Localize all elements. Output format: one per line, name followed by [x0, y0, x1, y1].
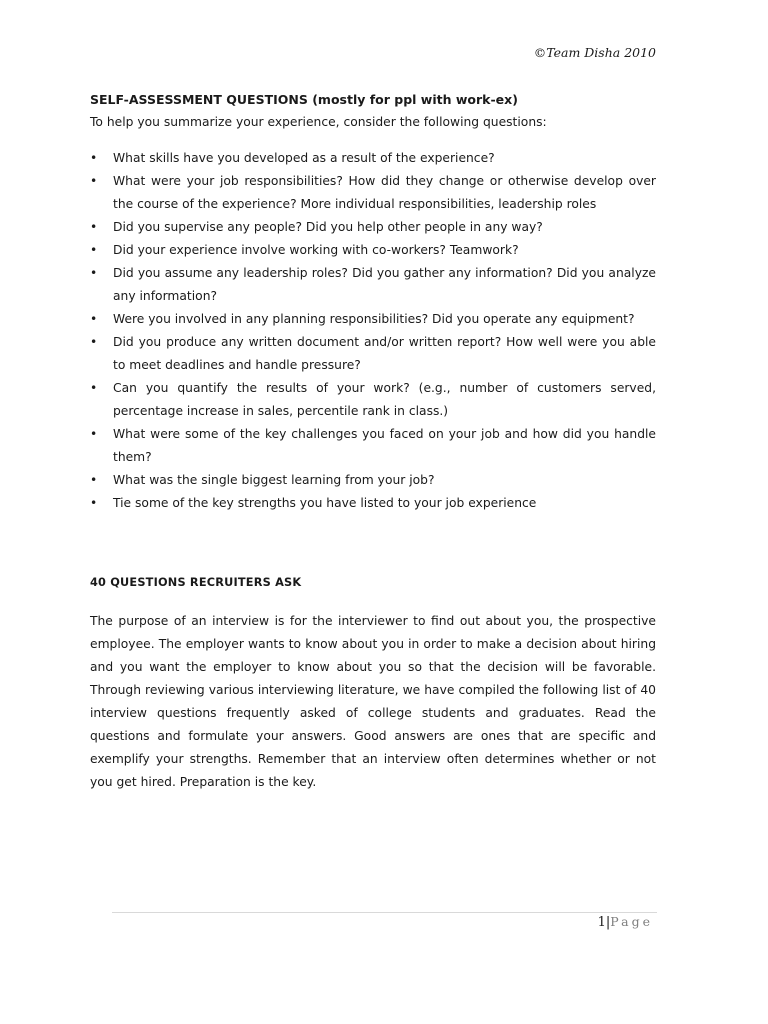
question-text: What was the single biggest learning from your job? [113, 473, 435, 487]
list-item [90, 331, 656, 377]
question-text: Were you involved in any planning responsibilities? Did you operate any equipment? [113, 312, 635, 326]
list-item [90, 262, 656, 308]
list-item [90, 469, 656, 492]
bullet-icon: • [90, 427, 98, 441]
footer-divider [112, 912, 657, 913]
bullet-icon: • [90, 174, 98, 188]
question-text: Can you quantify the results of your work? (e.g., number of customers served, percentage increase in sales, percentile rank in class.) [113, 381, 656, 418]
bullet-icon: • [90, 381, 98, 395]
list-item [90, 308, 656, 331]
self-assessment-intro: To help you summarize your experience, consider the following questions: [90, 115, 547, 129]
list-item [90, 170, 656, 216]
bullet-icon: • [90, 220, 98, 234]
heading-spacer [90, 594, 656, 610]
page-separator: | [605, 915, 611, 930]
bullet-icon: • [90, 151, 98, 165]
bullet-icon: • [90, 335, 98, 349]
bullet-icon: • [90, 312, 98, 326]
recruiters-heading: 40 QUESTIONS RECRUITERS ASK [90, 576, 302, 589]
recruiters-paragraph: The purpose of an interview is for the interviewer to find out about you, the prospective employee. The employer wants to know about you in order to make a decision about hiring and you want the employer to know about you so that the decision will be favorable. Through reviewing various interviewing literature, we have compiled the following list of 40 interview questions frequently asked of college students and graduates. Read the questions and formulate your answers. Good answers are ones that are specific and exemplify your strengths. Remember that an interview often determines whether or not you get hired. Preparation is the key. [90, 614, 656, 789]
question-text: What skills have you developed as a result of the experience? [113, 151, 495, 165]
list-item [90, 492, 656, 515]
page-number: 1 [597, 915, 606, 930]
bullet-icon: • [90, 266, 98, 280]
copyright-header: ©Team Disha 2010 [533, 45, 656, 60]
bullet-icon: • [90, 243, 98, 257]
list-item [90, 239, 656, 262]
list-item [90, 423, 656, 469]
question-text: Did you assume any leadership roles? Did you gather any information? Did you analyze any information? [113, 266, 656, 303]
section-spacer [90, 515, 656, 571]
question-text: Did you produce any written document and/or written report? How well were you able to meet deadlines and handle pressure? [113, 335, 656, 372]
question-text: Did you supervise any people? Did you help other people in any way? [113, 220, 543, 234]
bullet-icon: • [90, 473, 98, 487]
question-text: Tie some of the key strengths you have listed to your job experience [113, 496, 537, 510]
self-assessment-heading: SELF-ASSESSMENT QUESTIONS (mostly for ppl with work-ex) [90, 92, 518, 107]
document-body [90, 88, 656, 794]
list-item [90, 216, 656, 239]
question-text: Did your experience involve working with co-workers? Teamwork? [113, 243, 519, 257]
question-text: What were some of the key challenges you faced on your job and how did you handle them? [113, 427, 656, 464]
bullet-icon: • [90, 496, 98, 510]
question-text: What were your job responsibilities? How did they change or otherwise develop over the course of the experience? More individual responsibilities, leadership roles [113, 174, 656, 211]
self-assessment-question-list [90, 147, 656, 515]
list-item [90, 147, 656, 170]
page-label: Page [610, 914, 653, 929]
list-item [90, 377, 656, 423]
page-footer [598, 914, 653, 930]
